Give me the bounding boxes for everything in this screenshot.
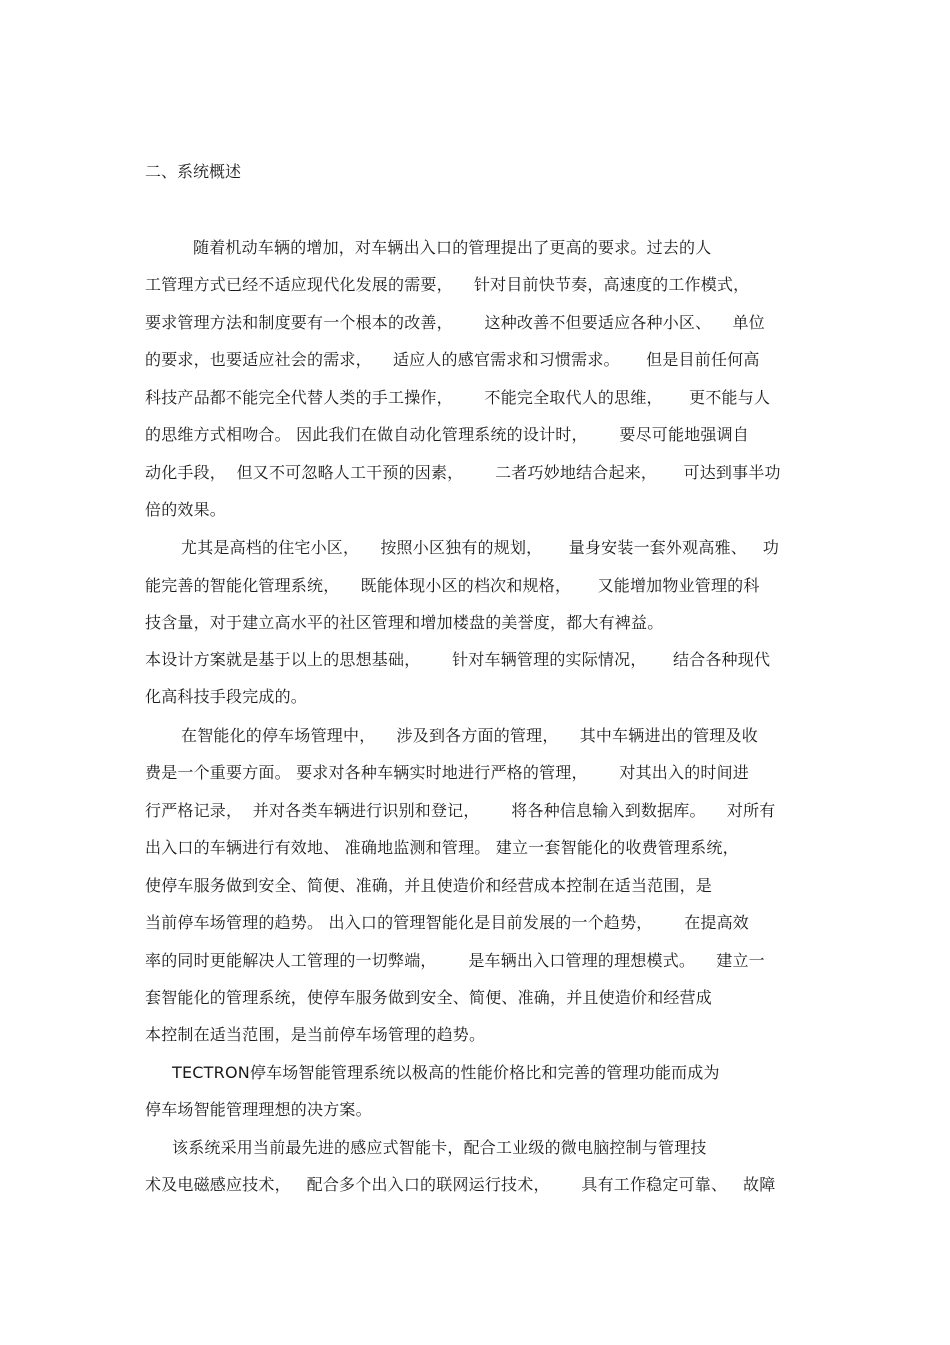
paragraph-line: 套智能化的管理系统，使停车服务做到安全、简便、准确，并且使造价和经营成: [145, 988, 713, 1007]
paragraph-line: 尤其是高档的住宅小区， 按照小区独有的规划， 量身安装一套外观高雅、 功: [181, 538, 780, 557]
paragraph-line: 停车场智能管理理想的决方案。: [145, 1100, 372, 1119]
paragraph-line: 费是一个重要方面。 要求对各种车辆实时地进行严格的管理， 对其出入的时间进: [145, 763, 750, 782]
paragraph-line: 本控制在适当范围，是当前停车场管理的趋势。: [145, 1025, 486, 1044]
paragraph-line: 当前停车场管理的趋势。 出入口的管理智能化是目前发展的一个趋势， 在提高效: [145, 913, 750, 932]
paragraph-line: 术及电磁感应技术， 配合多个出入口的联网运行技术， 具有工作稳定可靠、 故障: [145, 1175, 776, 1194]
paragraph-line: 的思维方式相吻合。 因此我们在做自动化管理系统的设计时， 要尽可能地强调自: [145, 425, 750, 444]
paragraph-line: 行严格记录， 并对各类车辆进行识别和登记， 将各种信息输入到数据库。 对所有: [145, 801, 776, 820]
paragraph-line: 的要求，也要适应社会的需求， 适应人的感官需求和习惯需求。 但是目前任何高: [145, 350, 760, 369]
paragraph-line: 动化手段， 但又不可忽略人工干预的因素， 二者巧妙地结合起来， 可达到事半功: [145, 463, 781, 482]
paragraph-line: 倍的效果。: [145, 500, 227, 519]
paragraph-line: 要求管理方法和制度要有一个根本的改善， 这种改善不但要适应各种小区、 单位: [145, 313, 765, 332]
paragraph-line: 化高科技手段完成的。: [145, 687, 308, 706]
paragraph-line: TECTRON停车场智能管理系统以极高的性能价格比和完善的管理功能而成为: [172, 1063, 720, 1082]
paragraph-line: 使停车服务做到安全、简便、准确，并且使造价和经营成本控制在适当范围，是: [145, 876, 713, 895]
paragraph-line: 技含量，对于建立高水平的社区管理和增加楼盘的美誉度，都大有裨益。: [145, 613, 664, 632]
paragraph-line: 随着机动车辆的增加，对车辆出入口的管理提出了更高的要求。过去的人: [193, 238, 712, 257]
paragraph-line: 该系统采用当前最先进的感应式智能卡，配合工业级的微电脑控制与管理技: [172, 1138, 707, 1157]
paragraph-line: 率的同时更能解决人工管理的一切弊端， 是车辆出入口管理的理想模式。 建立一: [145, 951, 765, 970]
paragraph-line: 能完善的智能化管理系统， 既能体现小区的档次和规格， 又能增加物业管理的科: [145, 576, 760, 595]
paragraph-line: 在智能化的停车场管理中， 涉及到各方面的管理， 其中车辆进出的管理及收: [181, 726, 758, 745]
section-heading: 二、系统概述: [145, 162, 242, 181]
paragraph-line: 出入口的车辆进行有效地、 准确地监测和管理。 建立一套智能化的收费管理系统，: [145, 838, 739, 857]
paragraph-line: 本设计方案就是基于以上的思想基础， 针对车辆管理的实际情况， 结合各种现代: [145, 650, 771, 669]
paragraph-line: 工管理方式已经不适应现代化发展的需要， 针对目前快节奏，高速度的工作模式，: [145, 275, 750, 294]
paragraph-line: 科技产品都不能完全代替人类的手工操作， 不能完全取代人的思维， 更不能与人: [145, 388, 771, 407]
